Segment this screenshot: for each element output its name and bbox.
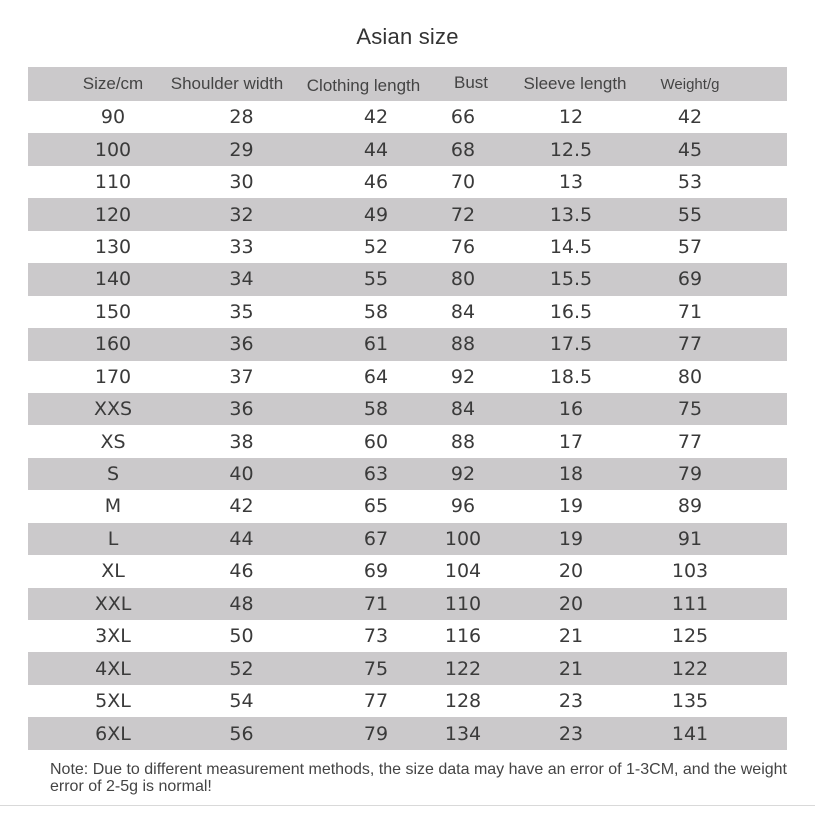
size-cell: 140 (94, 268, 132, 291)
clothing-length-cell: 71 (363, 592, 389, 615)
size-cell: 5XL (95, 690, 131, 713)
shoulder-width-cell: 56 (229, 722, 254, 745)
size-table (28, 67, 787, 750)
shoulder-width-cell: 34 (229, 268, 254, 291)
clothing-length-cell: 58 (363, 300, 389, 323)
table-row (28, 620, 787, 652)
shoulder-width-cell: 46 (229, 560, 254, 583)
shoulder-width-cell: 44 (229, 527, 254, 550)
clothing-length-cell: 79 (363, 722, 389, 745)
sleeve-length-cell: 20 (558, 592, 584, 615)
measurement-note: Note: Due to different measurement methods, the size data may have an error of 1-3CM, and the weight error of 2-5g is normal! (50, 761, 787, 795)
clothing-length-cell: 77 (363, 690, 389, 713)
table-row (28, 296, 787, 328)
clothing-length-cell: 64 (363, 365, 389, 388)
shoulder-width-cell: 29 (229, 138, 254, 161)
table-row (28, 555, 787, 587)
bust-cell: 104 (444, 560, 482, 583)
weight-cell: 89 (677, 495, 703, 518)
size-cell: S (106, 463, 120, 486)
shoulder-width-cell: 37 (229, 365, 254, 388)
table-row (28, 361, 787, 393)
size-cell: 3XL (95, 625, 131, 648)
table-row (28, 328, 787, 360)
size-cell: 130 (94, 235, 132, 258)
weight-cell: 125 (671, 625, 709, 648)
sleeve-length-cell: 16.5 (549, 300, 593, 323)
size-cell: L (107, 527, 119, 550)
weight-cell: 77 (677, 333, 703, 356)
clothing-length-cell: 49 (363, 203, 389, 226)
clothing-length-cell: 67 (363, 527, 389, 550)
table-row (28, 393, 787, 425)
weight-cell: 55 (677, 203, 703, 226)
weight-cell: 91 (677, 527, 703, 550)
size-cell: XS (100, 430, 126, 453)
sleeve-length-cell: 23 (558, 722, 584, 745)
sleeve-length-cell: 19 (558, 527, 584, 550)
bust-cell: 134 (444, 722, 482, 745)
bust-cell: 70 (450, 171, 476, 194)
sleeve-length-cell: 20 (558, 560, 584, 583)
weight-cell: 53 (677, 171, 703, 194)
shoulder-width-cell: 35 (229, 300, 254, 323)
clothing-length-cell: 44 (363, 138, 389, 161)
shoulder-width-cell: 28 (229, 106, 254, 129)
bottom-divider (0, 805, 815, 806)
column-header-clothing-length: Clothing length (306, 76, 421, 95)
sleeve-length-cell: 12.5 (549, 138, 593, 161)
shoulder-width-cell: 48 (229, 592, 254, 615)
column-header-weight: Weight/g (660, 75, 720, 93)
table-row (28, 717, 787, 749)
bust-cell: 66 (450, 106, 476, 129)
sleeve-length-cell: 16 (558, 398, 584, 421)
sleeve-length-cell: 18 (558, 463, 584, 486)
clothing-length-cell: 60 (363, 430, 389, 453)
clothing-length-cell: 75 (363, 657, 389, 680)
column-header-shoulder-width: Shoulder width (170, 74, 284, 93)
bust-cell: 100 (444, 527, 482, 550)
table-row (28, 490, 787, 522)
size-cell: 160 (94, 333, 132, 356)
clothing-length-cell: 46 (363, 171, 389, 194)
size-cell: 110 (94, 171, 132, 194)
sleeve-length-cell: 13.5 (549, 203, 593, 226)
clothing-length-cell: 58 (363, 398, 389, 421)
clothing-length-cell: 63 (363, 463, 389, 486)
clothing-length-cell: 52 (363, 235, 389, 258)
weight-cell: 80 (677, 365, 703, 388)
table-row (28, 588, 787, 620)
shoulder-width-cell: 52 (229, 657, 254, 680)
table-row (28, 198, 787, 230)
sleeve-length-cell: 15.5 (549, 268, 593, 291)
sleeve-length-cell: 19 (558, 495, 584, 518)
bust-cell: 128 (444, 690, 482, 713)
sleeve-length-cell: 23 (558, 690, 584, 713)
sleeve-length-cell: 18.5 (549, 365, 593, 388)
weight-cell: 42 (677, 106, 703, 129)
size-cell: 4XL (95, 657, 131, 680)
table-row (28, 652, 787, 684)
bust-cell: 72 (450, 203, 476, 226)
bust-cell: 88 (450, 430, 476, 453)
sleeve-length-cell: 12 (558, 106, 584, 129)
weight-cell: 57 (677, 235, 703, 258)
shoulder-width-cell: 40 (229, 463, 254, 486)
bust-cell: 84 (450, 300, 476, 323)
sleeve-length-cell: 21 (558, 625, 584, 648)
size-cell: 6XL (95, 722, 131, 745)
weight-cell: 122 (671, 657, 709, 680)
bust-cell: 92 (450, 463, 476, 486)
bust-cell: 122 (444, 657, 482, 680)
size-cell: XXL (94, 592, 132, 615)
clothing-length-cell: 69 (363, 560, 389, 583)
page-title: Asian size (356, 24, 459, 49)
size-cell: M (104, 495, 122, 518)
clothing-length-cell: 65 (363, 495, 389, 518)
weight-cell: 135 (671, 690, 709, 713)
weight-cell: 79 (677, 463, 703, 486)
weight-cell: 141 (671, 722, 709, 745)
table-row (28, 263, 787, 295)
size-cell: 170 (94, 365, 132, 388)
bust-cell: 84 (450, 398, 476, 421)
sleeve-length-cell: 21 (558, 657, 584, 680)
weight-cell: 45 (677, 138, 703, 161)
size-cell: 150 (94, 300, 132, 323)
clothing-length-cell: 42 (363, 106, 389, 129)
table-row (28, 458, 787, 490)
bust-cell: 76 (450, 235, 476, 258)
table-row (28, 685, 787, 717)
table-row (28, 231, 787, 263)
bust-cell: 68 (450, 138, 476, 161)
shoulder-width-cell: 36 (229, 398, 254, 421)
sleeve-length-cell: 14.5 (549, 235, 593, 258)
column-header-sleeve-length: Sleeve length (523, 74, 627, 93)
size-cell: XL (101, 560, 125, 583)
clothing-length-cell: 61 (363, 333, 389, 356)
shoulder-width-cell: 36 (229, 333, 254, 356)
table-row (28, 166, 787, 198)
sleeve-length-cell: 17 (558, 430, 584, 453)
table-row (28, 133, 787, 165)
shoulder-width-cell: 32 (229, 203, 254, 226)
clothing-length-cell: 55 (363, 268, 389, 291)
table-row (28, 101, 787, 133)
column-header-size: Size/cm (82, 74, 144, 93)
weight-cell: 69 (677, 268, 703, 291)
weight-cell: 103 (671, 560, 709, 583)
shoulder-width-cell: 50 (229, 625, 254, 648)
shoulder-width-cell: 54 (229, 690, 254, 713)
column-header-bust: Bust (453, 73, 489, 92)
table-header-row (28, 67, 787, 101)
size-cell: 100 (94, 138, 132, 161)
size-cell: 120 (94, 203, 132, 226)
shoulder-width-cell: 33 (229, 235, 254, 258)
bust-cell: 92 (450, 365, 476, 388)
weight-cell: 111 (671, 592, 709, 615)
weight-cell: 75 (677, 398, 703, 421)
sleeve-length-cell: 13 (558, 171, 584, 194)
size-cell: 90 (100, 106, 126, 129)
bust-cell: 110 (444, 592, 482, 615)
size-cell: XXS (93, 398, 133, 421)
weight-cell: 77 (677, 430, 703, 453)
shoulder-width-cell: 38 (229, 430, 254, 453)
bust-cell: 96 (450, 495, 476, 518)
shoulder-width-cell: 30 (229, 171, 254, 194)
bust-cell: 88 (450, 333, 476, 356)
table-row (28, 523, 787, 555)
shoulder-width-cell: 42 (229, 495, 254, 518)
bust-cell: 116 (444, 625, 482, 648)
clothing-length-cell: 73 (363, 625, 389, 648)
weight-cell: 71 (677, 300, 703, 323)
bust-cell: 80 (450, 268, 476, 291)
table-row (28, 425, 787, 457)
sleeve-length-cell: 17.5 (549, 333, 593, 356)
